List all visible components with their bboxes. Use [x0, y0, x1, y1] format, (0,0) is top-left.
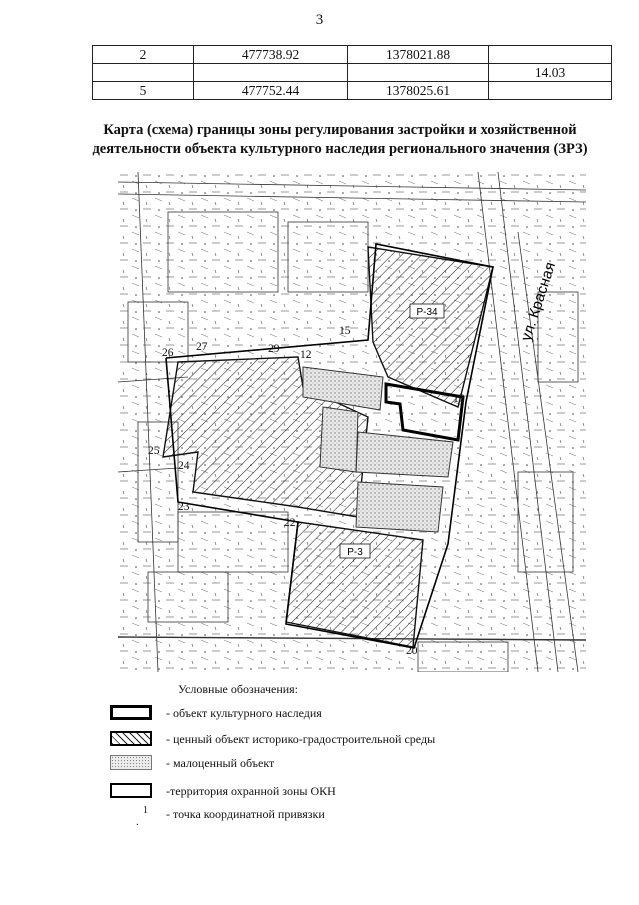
table-cell: 5 — [93, 82, 194, 100]
map-title — [60, 121, 620, 159]
point-marker-number: 1 — [143, 805, 148, 816]
heritage-swatch-icon — [110, 705, 152, 720]
point-label: 12 — [300, 349, 312, 361]
coordinates-table — [92, 45, 612, 100]
legend-item — [110, 705, 590, 725]
low-value-object — [320, 407, 358, 472]
dotted-swatch-icon — [110, 755, 152, 770]
table-cell — [489, 46, 612, 64]
legend-item — [110, 731, 590, 751]
legend-label: - малоценный объект — [166, 756, 275, 770]
table-cell — [93, 64, 194, 82]
point-label: 15 — [339, 325, 351, 337]
table-cell — [489, 82, 612, 100]
table-cell: 477752.44 — [194, 82, 348, 100]
point-label: 16 — [453, 393, 465, 405]
table-cell: 477738.92 — [194, 46, 348, 64]
low-value-object — [356, 482, 443, 532]
legend-label: - точка координатной привязки — [166, 807, 325, 821]
legend-item — [110, 783, 590, 803]
legend-title: Условные обозначения: — [178, 682, 299, 696]
object-label: Р-3 — [347, 547, 363, 558]
table-cell: 14.03 — [489, 64, 612, 82]
legend-label: -территория охранной зоны ОКН — [166, 784, 336, 798]
point-label: 26 — [162, 347, 174, 359]
legend-item: . 1 - точка координатной привязки — [136, 805, 325, 828]
table-cell: 1378025.61 — [348, 82, 489, 100]
map-title-line: Карта (схема) границы зоны регулирования застройки и хозяйственной — [103, 122, 577, 138]
legend-label: - ценный объект историко-градостроительной среды — [166, 732, 436, 746]
map-title-line: деятельности объекта культурного наследия регионального значения (ЗРЗ) — [92, 141, 588, 157]
legend-label: - объект культурного наследия — [166, 706, 322, 720]
legend-item — [110, 755, 590, 775]
page-number: 3 — [315, 12, 324, 28]
table-row — [93, 64, 612, 82]
table-row — [93, 82, 612, 100]
zone-map — [118, 172, 586, 672]
point-label: 27 — [196, 341, 208, 353]
point-label: 29 — [268, 343, 280, 355]
point-label: 24 — [178, 460, 190, 472]
point-label: 22 — [284, 517, 296, 529]
street-label: ул. Красная — [517, 260, 560, 344]
point-label: 25 — [148, 445, 160, 457]
table-cell — [348, 64, 489, 82]
protection-zone-swatch-icon — [110, 783, 152, 798]
point-label: 23 — [178, 501, 190, 513]
table-cell — [194, 64, 348, 82]
object-label: Р-34 — [416, 307, 438, 318]
table-cell: 1378021.88 — [348, 46, 489, 64]
hatched-swatch-icon — [110, 731, 152, 746]
table-row — [93, 46, 612, 64]
point-label: 20 — [406, 645, 418, 657]
table-cell: 2 — [93, 46, 194, 64]
